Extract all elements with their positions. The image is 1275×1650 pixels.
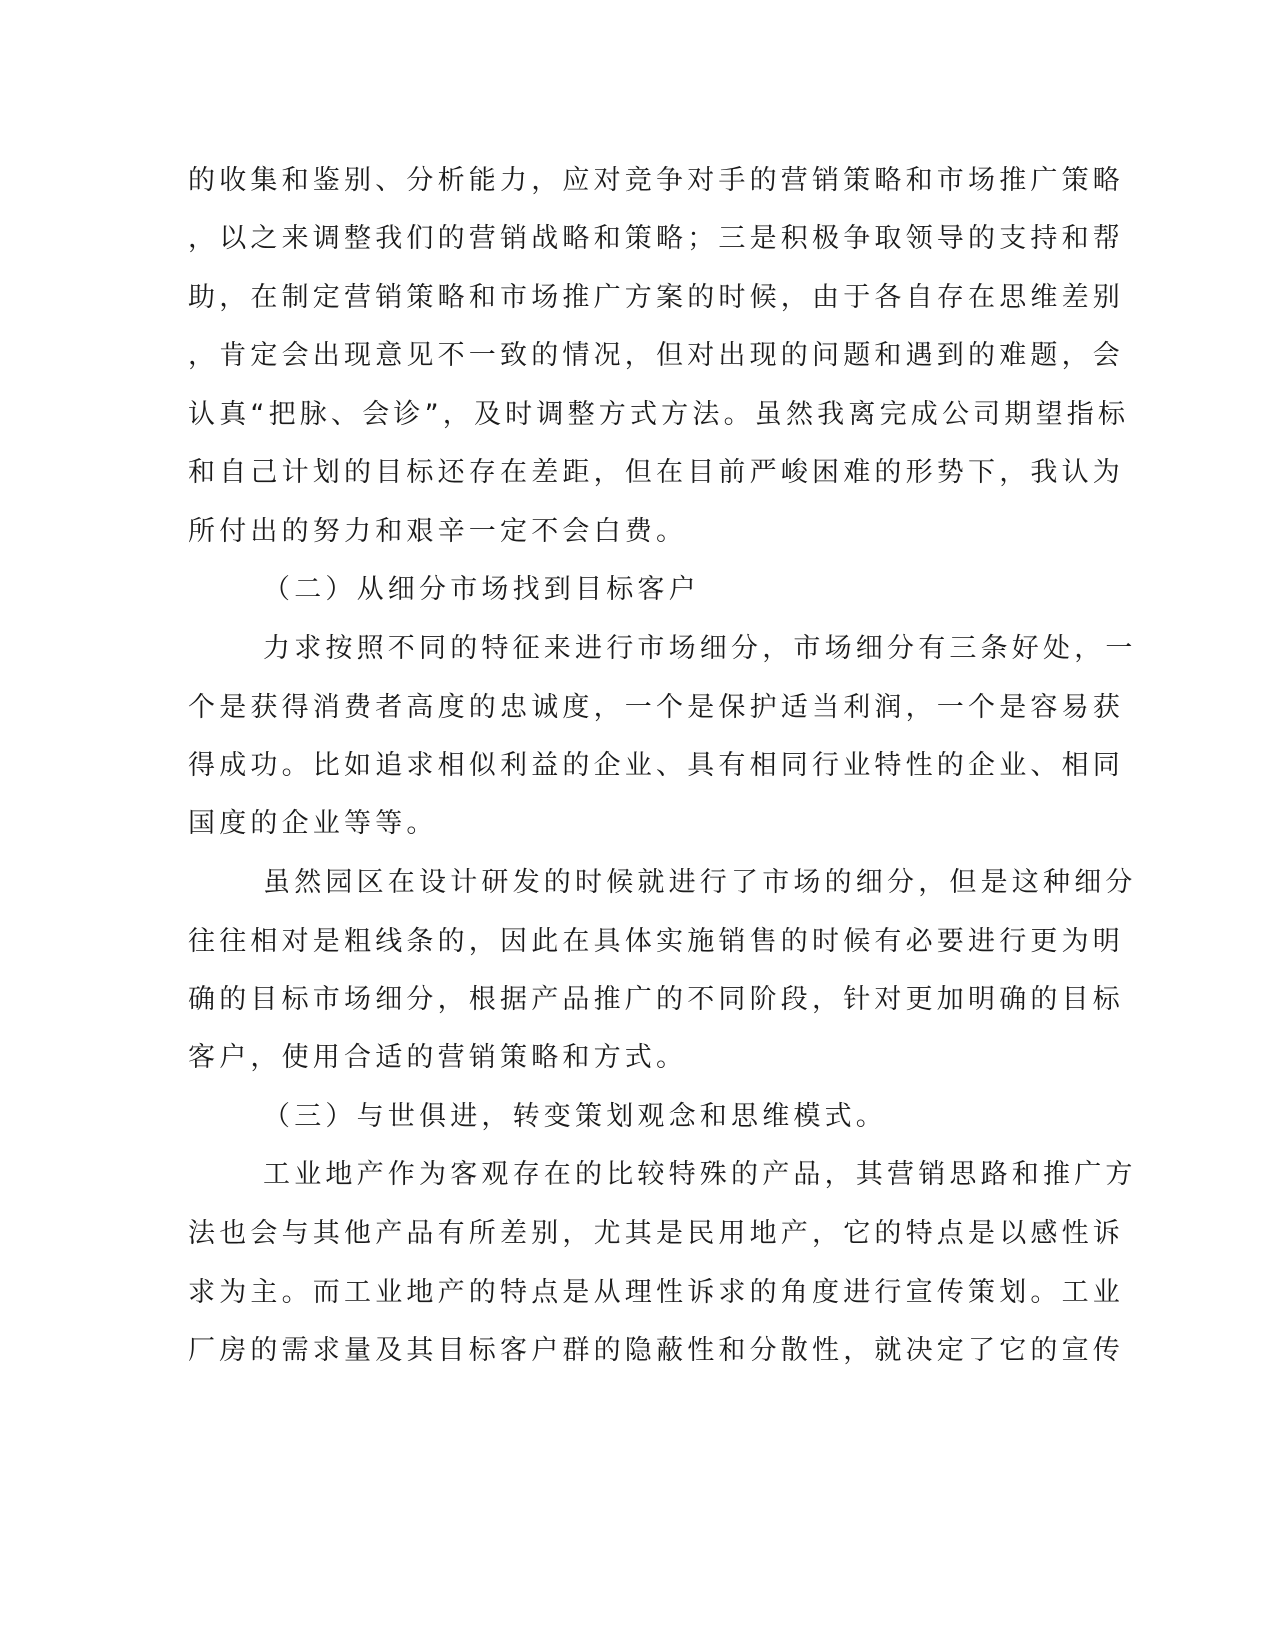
text-line: 认真“把脉、会诊”，及时调整方式方法。虽然我离完成公司期望指标 bbox=[188, 399, 1130, 430]
text-line: 和自己计划的目标还存在差距，但在目前严峻困难的形势下，我认为 bbox=[188, 457, 1124, 488]
text-line: 国度的企业等等。 bbox=[188, 808, 438, 839]
text-line: 虽然园区在设计研发的时候就进行了市场的细分，但是这种细分 bbox=[263, 867, 1137, 898]
text-line: ，以之来调整我们的营销战略和策略；三是积极争取领导的支持和帮 bbox=[188, 223, 1124, 254]
section-heading: （二）从细分市场找到目标客户 bbox=[263, 574, 700, 605]
text-line: 所付出的努力和艰辛一定不会白费。 bbox=[188, 516, 688, 547]
text-line: 得成功。比如追求相似利益的企业、具有相同行业特性的企业、相同 bbox=[188, 750, 1124, 781]
text-line: 力求按照不同的特征来进行市场细分，市场细分有三条好处，一 bbox=[263, 633, 1137, 664]
text-line: 助，在制定营销策略和市场推广方案的时候，由于各自存在思维差别 bbox=[188, 282, 1124, 313]
text-line: 工业地产作为客观存在的比较特殊的产品，其营销思路和推广方 bbox=[263, 1159, 1137, 1190]
section-heading: （三）与世俱进，转变策划观念和思维模式。 bbox=[263, 1101, 887, 1132]
text-line: 往往相对是粗线条的，因此在具体实施销售的时候有必要进行更为明 bbox=[188, 926, 1124, 957]
text-line: 个是获得消费者高度的忠诚度，一个是保护适当利润，一个是容易获 bbox=[188, 692, 1124, 723]
text-line: 厂房的需求量及其目标客户群的隐蔽性和分散性，就决定了它的宣传 bbox=[188, 1335, 1124, 1366]
text-line: 确的目标市场细分，根据产品推广的不同阶段，针对更加明确的目标 bbox=[188, 984, 1124, 1015]
text-line: 法也会与其他产品有所差别，尤其是民用地产，它的特点是以感性诉 bbox=[188, 1218, 1124, 1249]
text-line: 的收集和鉴别、分析能力，应对竞争对手的营销策略和市场推广策略 bbox=[188, 165, 1124, 196]
text-line: 客户，使用合适的营销策略和方式。 bbox=[188, 1042, 688, 1073]
text-line: 求为主。而工业地产的特点是从理性诉求的角度进行宣传策划。工业 bbox=[188, 1277, 1124, 1308]
text-line: ，肯定会出现意见不一致的情况，但对出现的问题和遇到的难题，会 bbox=[188, 340, 1124, 371]
